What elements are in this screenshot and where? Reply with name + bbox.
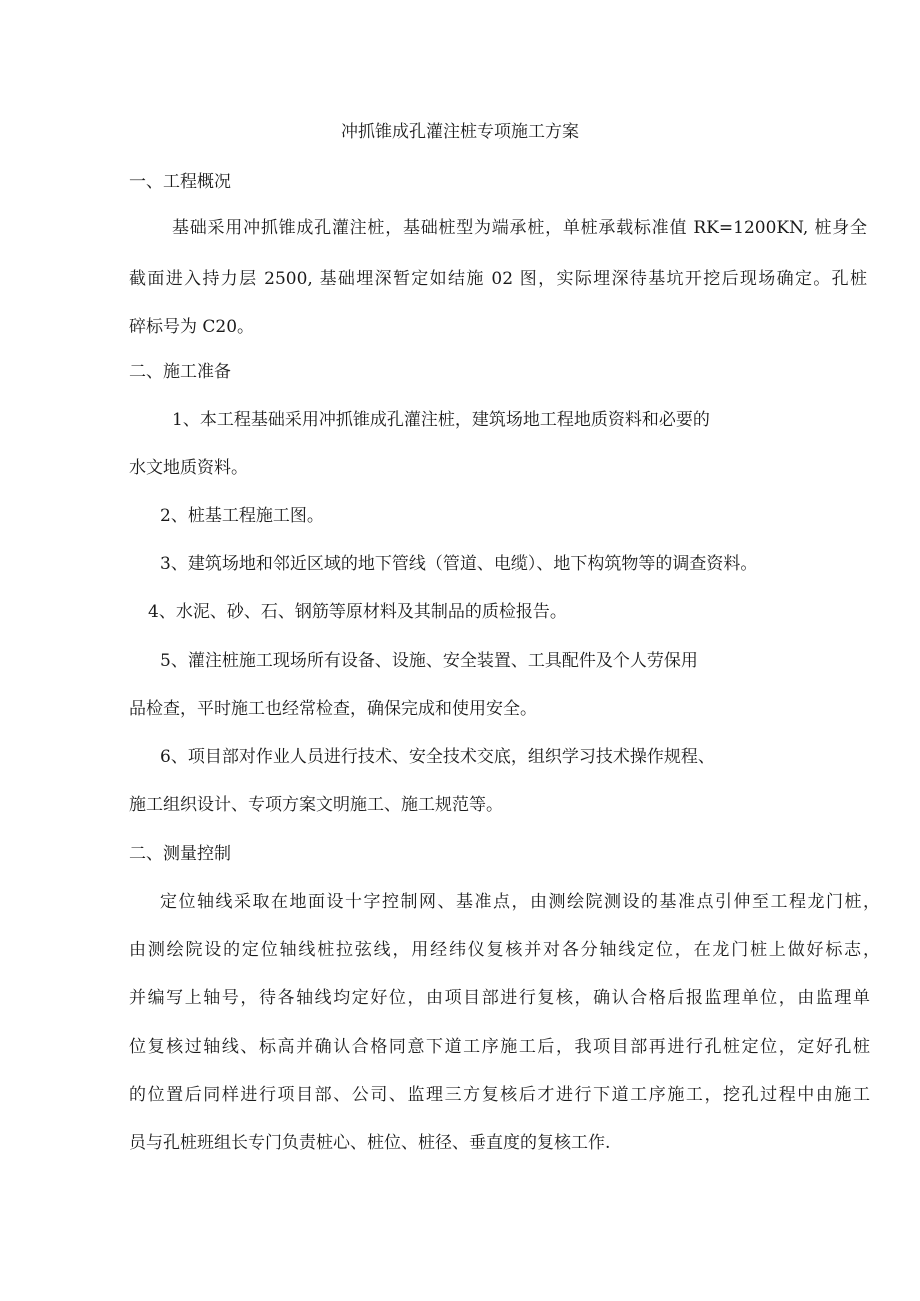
paragraph-line: 的位置后同样进行项目部、公司、监理三方复核后才进行下道工序施工，挖孔过程中由施工 bbox=[129, 1085, 870, 1105]
paragraph-line: 由测绘院设的定位轴线桩拉弦线，用经纬仪复核并对各分轴线定位，在龙门桩上做好标志， bbox=[129, 940, 880, 960]
paragraph-line: 位复核过轴线、标高并确认合格同意下道工序施工后，我项目部再进行孔桩定位，定好孔桩 bbox=[129, 1037, 870, 1057]
section-heading-survey: 二、测量控制 bbox=[129, 844, 231, 864]
paragraph-line: 定位轴线采取在地面设十字控制网、基准点，由测绘院测设的基准点引伸至工程龙门桩， bbox=[160, 892, 880, 912]
paragraph-line: 并编写上轴号，待各轴线均定好位，由项目部进行复核，确认合格后报监理单位，由监理单 bbox=[129, 988, 870, 1008]
paragraph-line: 碎标号为 C20。 bbox=[129, 317, 255, 337]
list-item: 4、水泥、砂、石、钢筋等原材料及其制品的质检报告。 bbox=[148, 602, 567, 622]
list-item: 5、灌注桩施工现场所有设备、设施、安全装置、工具配件及个人劳保用 bbox=[160, 651, 698, 671]
list-item-continuation: 水文地质资料。 bbox=[129, 458, 248, 478]
list-item-continuation: 品检查，平时施工也经常检查，确保完成和使用安全。 bbox=[129, 699, 537, 719]
list-item-continuation: 施工组织设计、专项方案文明施工、施工规范等。 bbox=[129, 795, 503, 815]
paragraph-line: 员与孔桩班组长专门负责桩心、桩位、桩径、垂直度的复核工作. bbox=[129, 1133, 611, 1153]
list-item: 6、项目部对作业人员进行技术、安全技术交底，组织学习技术操作规程、 bbox=[160, 747, 715, 767]
list-item: 1、本工程基础采用冲抓锥成孔灌注桩，建筑场地工程地质资料和必要的 bbox=[172, 410, 710, 430]
list-item: 3、建筑场地和邻近区域的地下管线（管道、电缆）、地下构筑物等的调查资料。 bbox=[160, 554, 758, 574]
paragraph-line: 截面进入持力层 2500, 基础埋深暂定如结施 02 图，实际埋深待基坑开挖后现场确定。孔桩 bbox=[129, 269, 867, 289]
section-heading-overview: 一、工程概况 bbox=[129, 172, 231, 192]
document-title: 冲抓锥成孔灌注桩专项施工方案 bbox=[341, 122, 579, 142]
list-item: 2、桩基工程施工图。 bbox=[160, 506, 324, 526]
section-heading-preparation: 二、施工准备 bbox=[129, 362, 231, 382]
paragraph-line: 基础采用冲抓锥成孔灌注桩，基础桩型为端承桩，单桩承载标准值 RK=1200KN, 桩身全 bbox=[172, 218, 867, 238]
